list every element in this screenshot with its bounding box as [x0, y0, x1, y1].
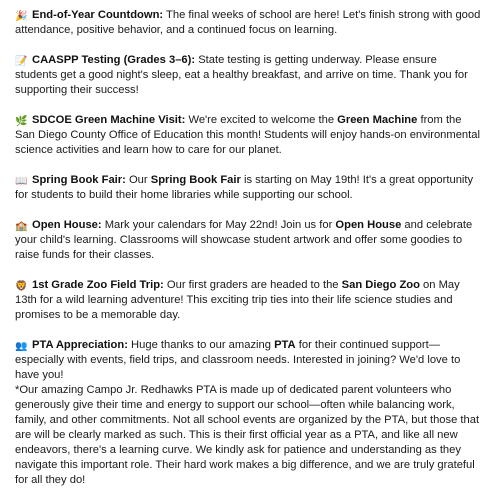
pta-note: *Our amazing Campo Jr. Redhawks PTA is made up of dedicated parent volunteers who generously give their time and energy to support our school—often while balancing work, family, and other commitments. Not all school events are organized by the PTA, but those that are will be clearly marked as such. This is their first official year as a PTA, and like all new endeavors, there's a learning curve. We kindly ask for patience and understanding as they navigate this important role. Their hard work makes a big difference, and we are truly grateful for all they do!	[15, 384, 480, 486]
party-popper-icon: 🎉	[15, 11, 28, 22]
book-fair-body-a: Our	[125, 174, 151, 186]
open-house-bold: Open House	[335, 219, 402, 231]
book-fair-body-b: is starting on May 19th! It's a great opportunity for students to build their home libraries while supporting our school.	[15, 174, 474, 201]
pta-item	[15, 338, 482, 488]
pta-paragraph	[15, 338, 482, 383]
countdown-item	[15, 8, 482, 38]
zoo-trip-body-a: Our first graders are headed to the	[163, 279, 342, 291]
open-house-body-a: Mark your calendars for May 22nd! Join us for	[101, 219, 336, 231]
countdown-paragraph	[15, 8, 482, 38]
countdown-body: The final weeks of school are here! Let's finish strong with good attendance, positive behavior, and a continued focus on learning.	[15, 9, 481, 36]
zoo-trip-body-b: on May 13th for a wild learning adventure! This exciting trip ties into their life science studies and promises to be a memorable day.	[15, 279, 460, 321]
zoo-trip-title: 1st Grade Zoo Field Trip:	[32, 279, 164, 291]
zoo-trip-paragraph	[15, 278, 482, 323]
countdown-title: End-of-Year Countdown:	[32, 9, 164, 21]
book-fair-item	[15, 173, 482, 203]
open-house-item	[15, 218, 482, 263]
green-machine-body-b: from the San Diego County Office of Education this month! Students will enjoy hands-on environmental science activities and learn how to care for our planet.	[15, 114, 480, 156]
open-house-body-b: and celebrate your child's learning. Classrooms will showcase student artwork and offer some goodies to raise funds for their classes.	[15, 219, 473, 261]
book-fair-title: Spring Book Fair:	[32, 174, 126, 186]
school-house-icon: 🏫	[15, 221, 28, 232]
caaspp-item	[15, 53, 482, 98]
green-machine-bold: Green Machine	[337, 114, 418, 126]
herb-icon: 🌿	[15, 116, 28, 127]
caaspp-paragraph	[15, 53, 482, 98]
pta-title: PTA Appreciation:	[32, 339, 128, 351]
zoo-trip-item	[15, 278, 482, 323]
green-machine-title: SDCOE Green Machine Visit:	[32, 114, 186, 126]
pta-body-a: Huge thanks to our amazing	[127, 339, 275, 351]
open-house-title: Open House:	[32, 219, 102, 231]
open-house-paragraph	[15, 218, 482, 263]
people-icon: 👥	[15, 341, 28, 352]
pta-body-b: for their continued support—especially with events, field trips, and classroom needs. Interested in joining? We'd love to have you!	[15, 339, 461, 381]
caaspp-title: CAASPP Testing (Grades 3–6):	[32, 54, 196, 66]
zoo-trip-bold: San Diego Zoo	[341, 279, 420, 291]
open-book-icon: 📖	[15, 176, 28, 187]
green-machine-body-a: We're excited to welcome the	[185, 114, 338, 126]
book-fair-bold: Spring Book Fair	[150, 174, 241, 186]
caaspp-body: State testing is getting underway. Please ensure students get a good night's sleep, eat a healthy breakfast, and arrive on time. Thank you for supporting their success!	[15, 54, 468, 96]
green-machine-paragraph	[15, 113, 482, 158]
pta-bold: PTA	[274, 339, 296, 351]
memo-icon: 📝	[15, 56, 28, 67]
book-fair-paragraph	[15, 173, 482, 203]
lion-icon: 🦁	[15, 281, 28, 292]
green-machine-item	[15, 113, 482, 158]
